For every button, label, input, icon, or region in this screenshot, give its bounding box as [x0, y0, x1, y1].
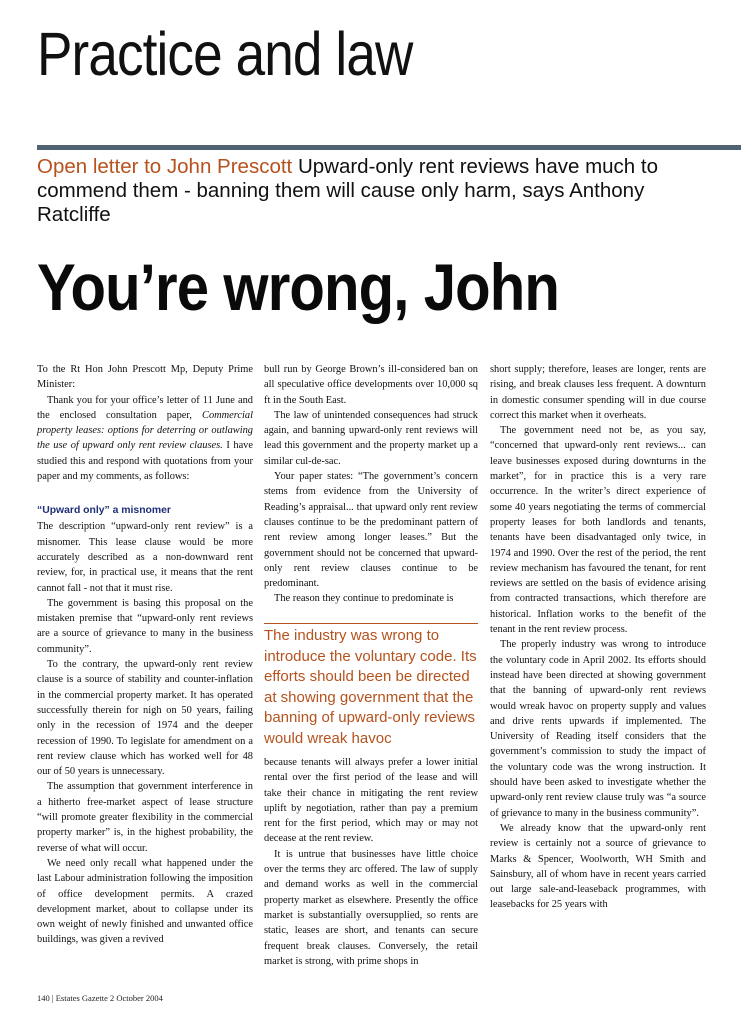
page-footer: 140 | Estates Gazette 2 October 2004 — [37, 993, 163, 1003]
pullquote: The industry was wrong to introduce the voluntary code. Its efforts should been be directed at showing government that the banning of upward-only reviews would wreak havoc — [264, 627, 477, 747]
paragraph: because tenants will always prefer a lower initial rental over the first period of the lease and will take their chance in mitigating the rent review uplift by negotiation, rather than pay a premium rent for the first period, which may or may not decease at the rent review. — [264, 757, 478, 845]
paragraph: The assumption that government interference in a hitherto free-market aspect of lease structure “will promote greater flexibility in the commercial property marker” is, in the highest probability, the reverse of what will occur. — [37, 781, 253, 854]
paragraph: It is untrue that businesses have little choice over the terms they arc offered. The law of supply and demand works as well in the commercial property market as elsewhere. Presently the office market is substantially oversupplied, so rents are static, leases are short, and tenants can secure frequent break clauses. Conversely, the retail market is strong, with prime shops in — [264, 848, 478, 967]
article-column-2-continued — [264, 755, 478, 969]
section-title: Practice and law — [37, 20, 413, 88]
paragraph: The government is basing this proposal on the mistaken premise that “upward-only rent reviews are a source of grievance to many in the business community”. — [37, 597, 253, 655]
pullquote-rule — [264, 623, 478, 624]
paper-title: Commercial property leases: options for deterring or outlawing the use of upward only rent review clauses. — [37, 409, 253, 452]
paragraph: bull run by George Brown’s ill-considered ban on all speculative office developments over 10,000 sq ft in the South East. — [264, 364, 478, 406]
article-headline: You’re wrong, John — [37, 250, 559, 324]
paragraph-text: Thank you for your office’s letter of 11 June and the enclosed consultation paper, — [37, 394, 253, 421]
section-divider — [37, 145, 741, 150]
article-column-3 — [490, 362, 706, 913]
paragraph: To the contrary, the upward-only rent review clause is a source of stability and counter-inflation in the commercial property market. It has operated successfully therein for nigh on 50 years, failing only in the recession of 1974 and the deeper recession of 1990. To legislate for amendment on a rent review clause which has worked well for 48 our of 50 years is unnecessary. — [37, 659, 253, 778]
paragraph: Your paper states: “The government’s concern stems from evidence from the University of Reading’s appraisal... that upward only rent review clauses continue to be the predominant pattern of rent review among longer leases.” But the government should not be concerned that upward-only rent review clauses continue to be predominant. — [264, 471, 478, 590]
paragraph: The description “upward-only rent review” is a misnomer. This lease clause would be more accurately described as a non-downward rent review, for, in practical use, it means that the rent cannot fall - not that it must rise. — [37, 521, 253, 594]
subheading: “Upward only” a misnomer — [37, 505, 171, 517]
standfirst-text: Upward-only rent reviews have much to commend them - banning them will cause only harm, says Anthony Ratcliffe — [37, 155, 658, 226]
salutation: To the Rt Hon John Prescott Mp, Deputy Prime Minister: — [37, 364, 253, 391]
standfirst — [37, 155, 697, 227]
paragraph: The reason they continue to predominate is — [274, 593, 454, 605]
paragraph: short supply; therefore, leases are longer, rents are rising, and break clauses less frequent. A downturn in domestic consumer spending will in due course correct this market when it overheats. — [490, 364, 706, 421]
paragraph-text: I have studied this and respond with quotations from your paper and my comments, as follows: — [37, 440, 253, 483]
paragraph: The properly industry was wrong to introduce the voluntary code in April 2002. Its efforts should instead have been directed at showing government that the banning of upward-only rent reviews would wreak havoc on property supply and values and drive rents upwards if implemented. The University of Reading itself considers that the government’s commission to study the impact of the voluntary code was the wrong instruction. It should have been asked to investigate whether the upward-only rent review clause truly was “a source of grievance to many in the business community”. — [490, 639, 706, 819]
article-column-2 — [264, 362, 478, 607]
paragraph: We need only recall what happened under the last Labour administration following the imposition of office development permits. A crazed development market, about to collapse under its own weight of newly finished and unwanted office buildings, was given a revived — [37, 857, 253, 946]
paragraph — [37, 393, 253, 485]
paragraph: We already know that the upward-only rent review is certainly not a source of grievance to Marks & Spencer, Woolworth, WH Smith and Sainsbury, all of whom have in recent years carried out large sale-and-leaseback programmes, with leasebacks for 25 years with — [490, 822, 706, 911]
article-column-1 — [37, 362, 253, 948]
standfirst-kicker: Open letter to John Prescott — [37, 155, 293, 178]
paragraph: The government need not be, as you say, “concerned that upward-only rent reviews... can leave businesses exposed during downturns in the market”, for in practice this is a very rare occurrence. In the writer’s direct experience of some 40 years negotiating the terms of commercial property leases for both landlords and tenants, tenants have been disadvantaged only twice, in 1974 and 1990. Over the rest of the period, the rent review mechanism has favoured the tenant, for rent reviews are settled on the basis of evidence arising from contracted transactions, which therefore are historical. Inflation works to the benefit of the tenant in the rent review process. — [490, 425, 706, 636]
paragraph: The law of unintended consequences had struck again, and banning upward-only rent reviews will lead this government and the property market up a similar cul-de-sac. — [264, 409, 478, 467]
